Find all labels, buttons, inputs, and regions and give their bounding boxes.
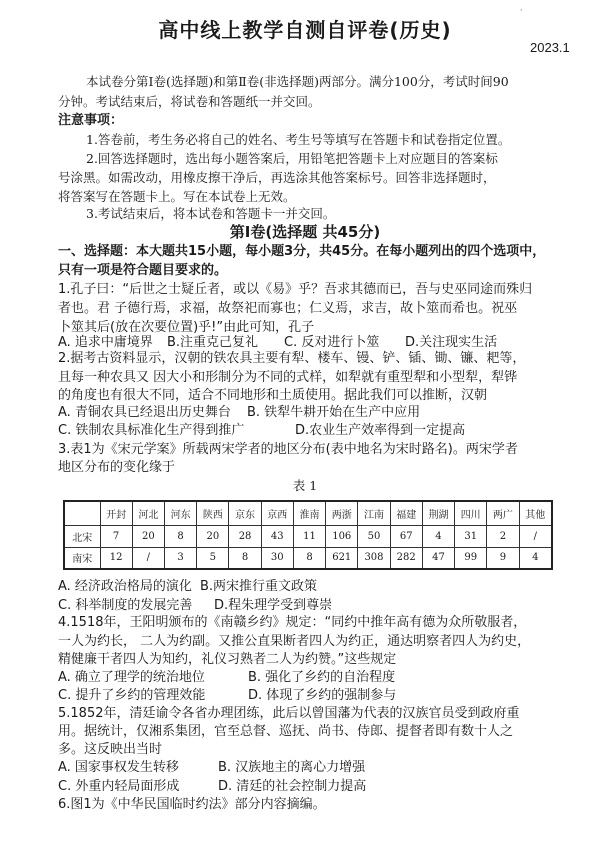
table-cell: 282 xyxy=(390,547,422,569)
table-cell: / xyxy=(132,547,164,569)
notice-line-4: 将答案写在答题卡上。写在本试卷上无效。 xyxy=(58,189,296,204)
table-header-cell: 两广 xyxy=(487,501,519,525)
q2-line-2: 且每一种农具又 因大小和形制分为不同的式样，如犁就有重型犁和小型犁，犁铧 xyxy=(58,370,518,385)
q2-option-a: A. 青铜农具已经退出历史舞台 xyxy=(58,405,231,420)
table-cell: 621 xyxy=(326,547,358,569)
table-cell: 28 xyxy=(229,525,261,547)
table-cell: 50 xyxy=(358,525,390,547)
q4-line-2: 一人为约长， 二人为约副。又推公直果断者四人为约正，通达明察者四人为约史， xyxy=(58,634,531,649)
q3-option-d: D.程朱理学受到尊崇 xyxy=(214,598,333,613)
section-title: 第Ⅰ卷(选择题 共45分) xyxy=(229,223,381,241)
q1-option-d: D.关注现实生活 xyxy=(405,335,498,350)
table-cell: 7 xyxy=(100,525,132,547)
page-title: 高中线上教学自测自评卷(历史) xyxy=(158,18,452,42)
table-cell: 99 xyxy=(455,547,487,569)
table-cell: 31 xyxy=(455,525,487,547)
q1-option-a: A. 追求中庸境界 xyxy=(58,335,153,350)
table-caption: 表 1 xyxy=(292,478,318,493)
table-row xyxy=(64,547,552,569)
table-header-cell: 开封 xyxy=(100,501,132,525)
table-cell: 11 xyxy=(293,525,325,547)
table-cell: 20 xyxy=(132,525,164,547)
table-row xyxy=(64,525,552,547)
part1-line-1: 一、选择题：本大题共15小题，每小题3分，共45分。在每小题列出的四个选项中， xyxy=(58,244,546,259)
q4-line-3: 精健廉干者四人为知约，礼仪习熟者二人为约赞。”这些规定 xyxy=(58,652,397,667)
table-header-cell: 河东 xyxy=(164,501,196,525)
q5-option-c: C. 外重内轻局面形成 xyxy=(58,779,180,794)
q5-line-2: 用。据统计，仅湘系集团，官至总督、巡抚、尚书、侍郎、提督者即有数十人之 xyxy=(58,724,514,739)
q1-line-1: 1.孔子曰：“后世之士疑丘者，或以《易》乎？吾求其德而已，吾与史巫同途而殊归 xyxy=(58,282,533,297)
table-header-cell: 江南 xyxy=(358,501,390,525)
q3-option-a: A. 经济政治格局的演化 xyxy=(58,579,192,594)
notice-title: 注意事项： xyxy=(58,113,124,128)
table-cell: 106 xyxy=(326,525,358,547)
q6-line-1: 6.图1为《中华民国临时约法》部分内容摘编。 xyxy=(58,797,326,812)
exam-date: 2023.1 xyxy=(530,40,570,55)
intro-line-1: 本试卷分第Ⅰ卷(选择题)和第Ⅱ卷(非选择题)两部分。满分100分，考试时间90 xyxy=(86,74,509,89)
table-header-cell: 四川 xyxy=(455,501,487,525)
table-cell: 30 xyxy=(261,547,293,569)
table-header-cell: 荆湖 xyxy=(422,501,454,525)
table-header-cell: 陕西 xyxy=(197,501,229,525)
q3-option-b: B.两宋推行重文政策 xyxy=(200,579,318,594)
q5-line-3: 多。这反映出当时 xyxy=(58,742,163,757)
q4-line-1: 4.1518年，王阳明颁布的《南赣乡约》规定：“同约中推年高有德为众所敬服者， xyxy=(58,615,527,630)
table-cell: 67 xyxy=(390,525,422,547)
table-header-cell: 福建 xyxy=(390,501,422,525)
table-cell: 4 xyxy=(519,547,552,569)
table-header-cell: 京东 xyxy=(229,501,261,525)
q4-option-d: D. 体现了乡约的强制参与 xyxy=(248,688,397,703)
part1-line-2: 只有一项是符合题目要求的。 xyxy=(58,263,228,278)
table-cell: / xyxy=(519,525,552,547)
q5-line-1: 5.1852年，清廷谕令各省办理团练，此后以曾国藩为代表的汉族官员受到政府重 xyxy=(58,706,520,721)
table-cell: 南宋 xyxy=(64,547,100,569)
notice-line-5: 3.考试结束后，将本试卷和答题卡一并交回。 xyxy=(86,206,336,221)
scan-dot: · xyxy=(520,6,523,15)
q1-line-2: 者也。君 子德行焉，求福，故祭祀而寡也；仁义焉，求吉，故卜筮而希也。祝巫 xyxy=(58,301,518,316)
q2-line-1: 2.据考古资料显示，汉朝的铁农具主要有犁、楼车、镘、铲、锸、锄、镰、耙等， xyxy=(58,351,526,366)
q2-option-b: B. 铁犁牛耕开始在生产中应用 xyxy=(247,405,421,420)
q5-option-a: A. 国家事权发生转移 xyxy=(58,760,179,775)
q4-option-a: A. 确立了理学的统治地位 xyxy=(58,670,205,685)
q1-option-b: B.注重克己复礼 xyxy=(167,335,259,350)
table-cell: 43 xyxy=(261,525,293,547)
notice-line-2: 2.回答选择题时，选出每小题答案后，用铅笔把答题卡上对应题目的答案标 xyxy=(86,151,498,166)
q1-option-c: C. 反对进行卜筮 xyxy=(284,335,380,350)
q3-line-1: 3.表1为《宋元学案》所载两宋学者的地区分布(表中地名为宋时路名)。两宋学者 xyxy=(58,442,518,457)
q2-line-3: 的角度也有很大不同，适合不同地形和土质使用。据此我们可以推断，汉朝 xyxy=(58,388,488,403)
q3-line-2: 地区分布的变化缘于 xyxy=(58,460,176,475)
q2-option-d: D.农业生产效率得到一定提高 xyxy=(295,423,466,438)
table-header-cell: 两浙 xyxy=(326,501,358,525)
scholar-distribution-table xyxy=(63,500,553,570)
table-cell: 北宋 xyxy=(64,525,100,547)
q4-option-c: C. 提升了乡约的管理效能 xyxy=(58,688,206,703)
table-header-cell: 其他 xyxy=(519,501,552,525)
table-cell: 308 xyxy=(358,547,390,569)
table-cell: 20 xyxy=(197,525,229,547)
table-cell: 8 xyxy=(229,547,261,569)
table-cell: 4 xyxy=(422,525,454,547)
notice-line-1: 1.答卷前，考生务必将自己的姓名、考生号等填写在答题卡和试卷指定位置。 xyxy=(86,132,511,147)
table-header-row xyxy=(64,501,552,525)
table-header-cell xyxy=(64,501,100,525)
table-cell: 3 xyxy=(164,547,196,569)
q3-option-c: C. 科举制度的发展完善 xyxy=(58,598,193,613)
table-cell: 12 xyxy=(100,547,132,569)
notice-line-3: 号涂黑。如需改动，用橡皮擦干净后，再选涂其他答案标号。回答非选择题时， xyxy=(58,170,496,185)
table-cell: 47 xyxy=(422,547,454,569)
q4-option-b: B. 强化了乡约的自治程度 xyxy=(248,670,396,685)
table-cell: 8 xyxy=(293,547,325,569)
q5-option-d: D. 清廷的社会控制力提高 xyxy=(218,779,367,794)
table-header-cell: 淮南 xyxy=(293,501,325,525)
table-cell: 8 xyxy=(164,525,196,547)
intro-line-2: 分钟。考试结束后，将试卷和答题纸一并交回。 xyxy=(58,94,321,109)
table-cell: 9 xyxy=(487,547,519,569)
q1-line-3: 卜筮其后(放在次要位置)乎!”由此可知，孔子 xyxy=(58,320,315,335)
q2-option-c: C. 铁制农具标准化生产得到推广 xyxy=(58,423,245,438)
table-cell: 5 xyxy=(197,547,229,569)
table-header-cell: 河北 xyxy=(132,501,164,525)
table-header-cell: 京西 xyxy=(261,501,293,525)
q5-option-b: B. 汉族地主的离心力增强 xyxy=(218,760,366,775)
table-cell: 2 xyxy=(487,525,519,547)
